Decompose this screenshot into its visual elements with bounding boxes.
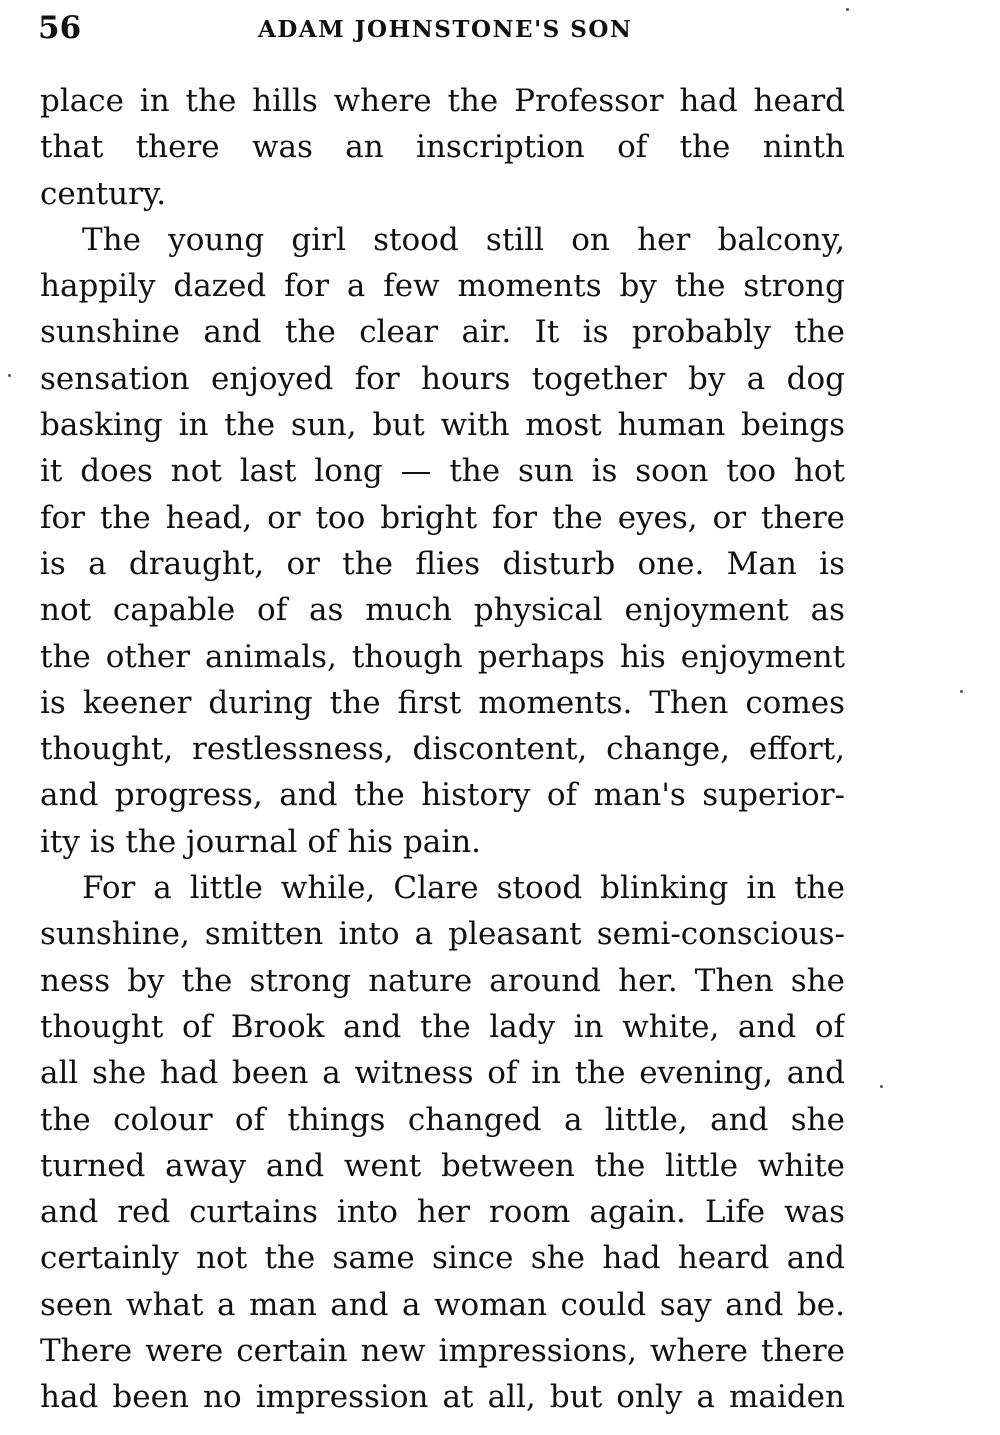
body-text: [40, 78, 845, 1421]
text-line: and progress, and the history of man's superior-: [40, 777, 845, 814]
text-line: There were certain new impressions, where there: [40, 1333, 845, 1370]
text-line: and red curtains into her room again. Life was: [40, 1194, 845, 1231]
text-line: certainly not the same since she had heard and: [40, 1240, 845, 1277]
text-line: the other animals, though perhaps his enjoyment: [40, 638, 845, 675]
text-line: The young girl stood still on her balcony,: [82, 221, 845, 258]
text-line: seen what a man and a woman could say and be.: [40, 1286, 845, 1323]
print-speck: [880, 1085, 883, 1088]
text-line: that there was an inscription of the ninth: [40, 129, 845, 166]
print-speck: [8, 374, 11, 377]
text-line: all she had been a witness of in the evening, and: [40, 1055, 845, 1092]
text-line: century.: [40, 175, 167, 212]
text-line: basking in the sun, but with most human beings: [40, 407, 845, 444]
text-line: had been no impression at all, but only a maiden: [40, 1379, 845, 1416]
text-line: for the head, or too bright for the eyes, or there: [40, 499, 845, 536]
text-line: is a draught, or the flies disturb one. Man is: [40, 545, 845, 582]
page-number: 56: [38, 10, 82, 46]
text-line: sunshine and the clear air. It is probably the: [40, 314, 845, 351]
text-line: not capable of as much physical enjoyment as: [40, 592, 845, 629]
text-line: the colour of things changed a little, and she: [40, 1101, 845, 1138]
text-line: thought, restlessness, discontent, change, effort,: [40, 731, 845, 768]
print-speck: [960, 690, 963, 693]
print-speck: [846, 8, 849, 11]
text-line: happily dazed for a few moments by the strong: [40, 268, 845, 305]
text-line: For a little while, Clare stood blinking in the: [82, 870, 845, 907]
text-line: sensation enjoyed for hours together by a dog: [40, 360, 845, 397]
text-line: sunshine, smitten into a pleasant semi-conscious-: [40, 916, 845, 953]
running-head: [38, 8, 848, 48]
text-line: place in the hills where the Professor had heard: [40, 83, 845, 119]
text-line: is keener during the first moments. Then comes: [40, 684, 845, 721]
text-line: it does not last long — the sun is soon too hot: [40, 453, 845, 490]
text-line: thought of Brook and the lady in white, and of: [40, 1008, 845, 1045]
text-line: ness by the strong nature around her. Then she: [40, 962, 845, 999]
running-title: ADAM JOHNSTONE'S SON: [258, 16, 633, 43]
text-line: ity is the journal of his pain.: [40, 823, 482, 860]
text-line: turned away and went between the little white: [40, 1147, 845, 1184]
